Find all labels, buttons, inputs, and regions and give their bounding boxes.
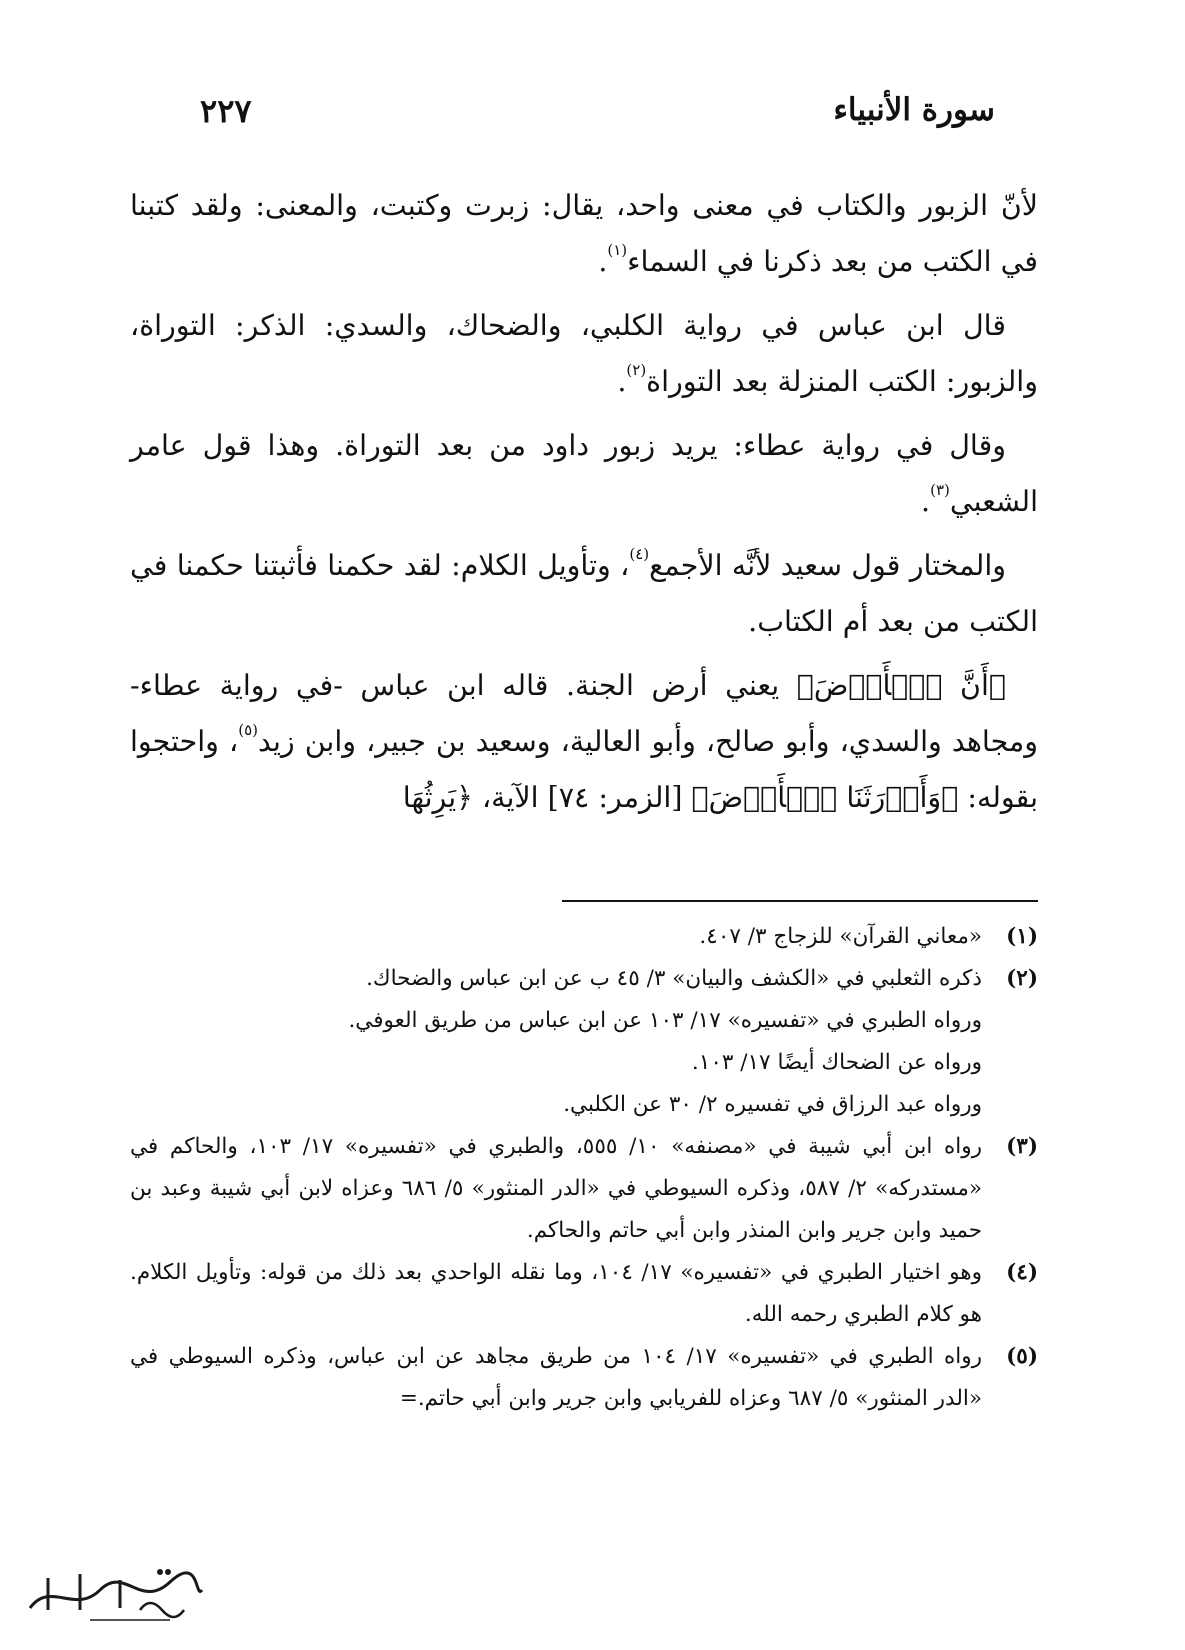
footnote-number: (٣) bbox=[1006, 1134, 1038, 1159]
page-header bbox=[0, 92, 1185, 142]
paragraph-text: قال ابن عباس في رواية الكلبي، والضحاك، والسدي: الذكر: التوراة، والزبور: الكتب المنزلة بعد التوراة bbox=[130, 309, 1038, 398]
paragraph-end: . bbox=[921, 485, 931, 518]
footnote-line: ورواه الطبري في «تفسيره» ١٧/ ١٠٣ عن ابن عباس من طريق العوفي. bbox=[348, 1008, 982, 1033]
footnote-divider bbox=[562, 900, 1038, 902]
footnote-line: رواه ابن أبي شيبة في «مصنفه» ١٠/ ٥٥٥، والطبري في «تفسيره» ١٧/ ١٠٣، والحاكم في «مستدركه» ٢/ ٥٨٧، وذكره السيوطي في «الدر المنثور» ٥/ ٦٨٦ وعزاه لابن أبي شيبة وعبد بن حميد وابن جرير وابن المنذر وابن أبي حاتم والحاكم. bbox=[130, 1134, 983, 1243]
paragraph bbox=[130, 658, 1038, 826]
paragraph-text: والمختار قول سعيد لأنَّه الأجمع bbox=[649, 549, 1006, 582]
logo-mark bbox=[20, 1560, 210, 1630]
footnote bbox=[130, 1126, 1038, 1252]
paragraph-text: لأنّ الزبور والكتاب في معنى واحد، يقال: زبرت وكتبت، والمعنى: ولقد كتبنا في الكتب من بعد ذكرنا في السماء bbox=[130, 189, 1038, 278]
footnote-line: ورواه عن الضحاك أيضًا ١٧/ ١٠٣. bbox=[691, 1050, 982, 1075]
paragraph bbox=[130, 538, 1038, 650]
footnote-line: ذكره الثعلبي في «الكشف والبيان» ٣/ ٤٥ ب عن ابن عباس والضحاك. bbox=[366, 966, 982, 991]
paragraph-text: ، واحتجوا بقوله: ﴿وَأَوۡرَثَنَا ٱلۡأَرۡضَ﴾ [الزمر: ٧٤] الآية، ﴿يَرِثُهَا bbox=[130, 725, 1038, 814]
footnote-line: «معاني القرآن» للزجاج ٣/ ٤٠٧. bbox=[699, 924, 982, 949]
footnote-ref: (٤) bbox=[629, 544, 650, 563]
footnote-number: (٥) bbox=[1006, 1344, 1038, 1369]
page-number: ٢٢٧ bbox=[200, 92, 252, 130]
paragraph-text: وقال في رواية عطاء: يريد زبور داود من بعد التوراة. وهذا قول عامر الشعبي bbox=[130, 429, 1038, 518]
paragraph bbox=[130, 298, 1038, 410]
sura-title: سورة الأنبياء bbox=[833, 92, 995, 128]
paragraph bbox=[130, 418, 1038, 530]
main-text bbox=[130, 178, 1038, 834]
footnote bbox=[130, 916, 1038, 958]
footnote-ref: (١) bbox=[607, 240, 628, 259]
footnote-ref: (٥) bbox=[238, 720, 258, 739]
footnotes bbox=[130, 916, 1038, 1420]
footnote-line: ورواه عبد الرزاق في تفسيره ٢/ ٣٠ عن الكلبي. bbox=[563, 1092, 982, 1117]
footnote bbox=[130, 1252, 1038, 1336]
paragraph-end: . bbox=[617, 365, 627, 398]
publisher-logo bbox=[20, 1560, 210, 1630]
footnote-number: (٤) bbox=[1006, 1260, 1038, 1285]
paragraph-text: ، وتأويل الكلام: لقد حكمنا فأثبتنا حكمنا في الكتب من بعد أم الكتاب. bbox=[130, 549, 1038, 638]
footnote-line: رواه الطبري في «تفسيره» ١٧/ ١٠٤ من طريق مجاهد عن ابن عباس، وذكره السيوطي في «الدر المنثور» ٥/ ٦٨٧ وعزاه للفريابي وابن جرير وابن أبي حاتم.= bbox=[130, 1344, 982, 1411]
paragraph-end: . bbox=[598, 245, 608, 278]
footnote bbox=[130, 958, 1038, 1126]
footnote-ref: (٢) bbox=[626, 360, 647, 379]
footnote-line: وهو اختيار الطبري في «تفسيره» ١٧/ ١٠٤، وما نقله الواحدي بعد ذلك من قوله: وتأويل الكلام. هو كلام الطبري رحمه الله. bbox=[130, 1260, 983, 1327]
footnote-number: (١) bbox=[1006, 924, 1038, 949]
paragraph bbox=[130, 178, 1038, 290]
paragraph-text: ﴿أَنَّ ٱلۡأَرۡضَ﴾ يعني أرض الجنة. قاله ابن عباس -في رواية عطاء- ومجاهد والسدي، وأبو صالح، وأبو العالية، وسعيد بن جبير، وابن زيد bbox=[130, 669, 1038, 758]
footnote-ref: (٣) bbox=[930, 480, 950, 499]
footnote bbox=[130, 1336, 1038, 1420]
footnote-number: (٢) bbox=[1006, 966, 1038, 991]
